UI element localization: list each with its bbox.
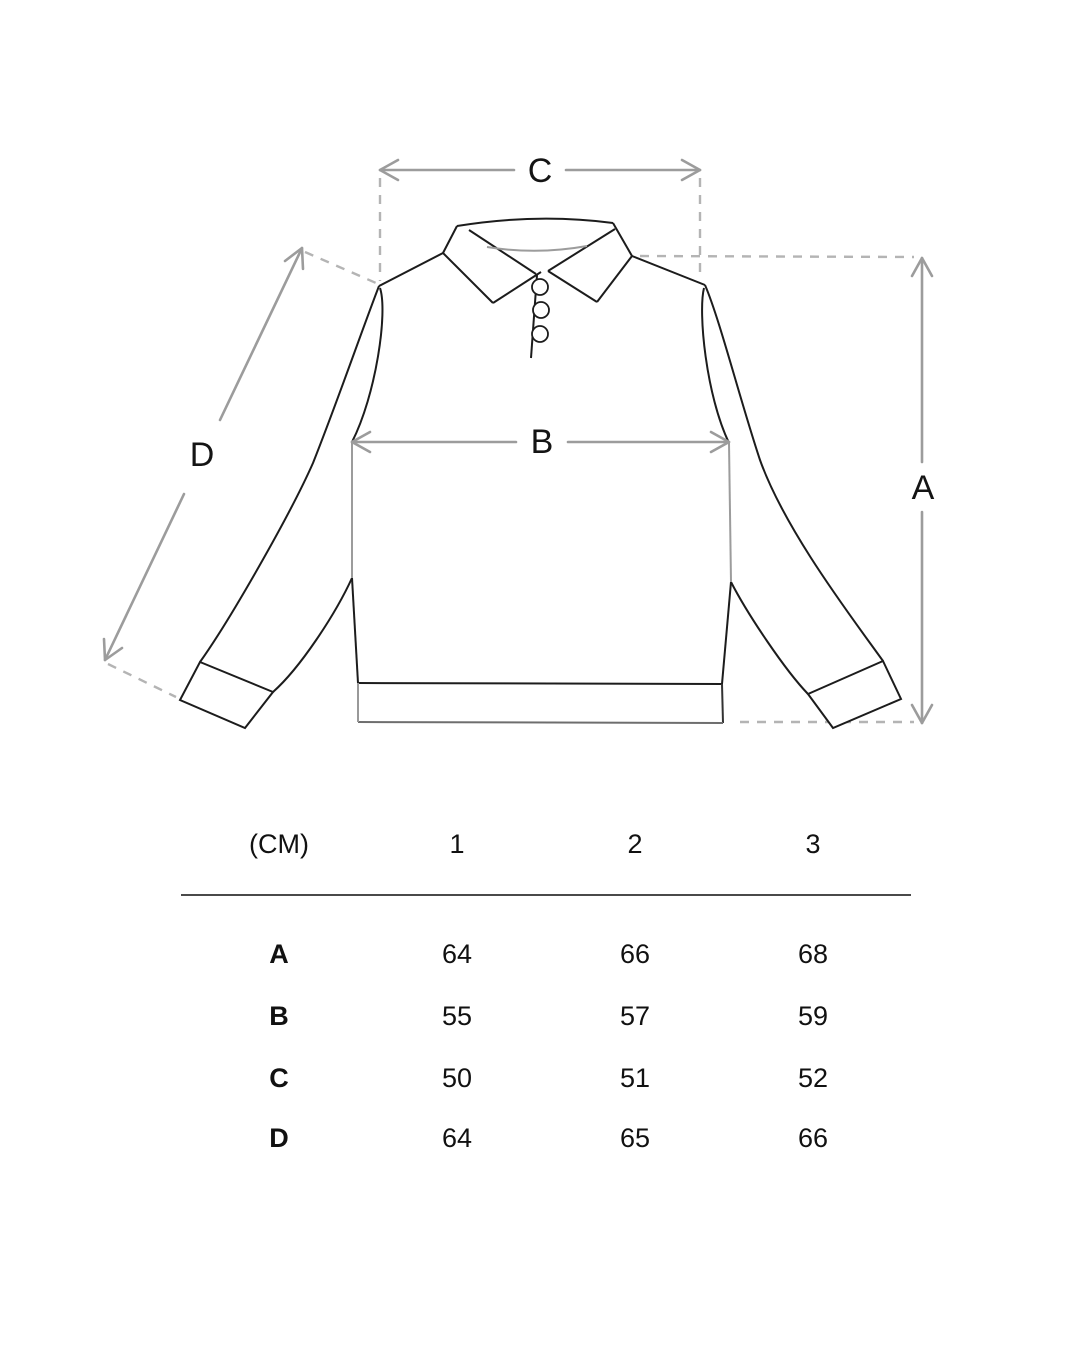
size-table-row-b (190, 1001, 902, 1031)
hem-top-edge (358, 683, 722, 684)
size-table-cell: 68 (797, 939, 829, 969)
guide-a-top (640, 256, 914, 257)
size-table-cell: 50 (441, 1063, 473, 1093)
size-table-cell: 52 (797, 1063, 829, 1093)
button-icon (532, 326, 548, 342)
dimension-label-a: A (911, 469, 935, 507)
dimension-label-d: D (189, 436, 215, 474)
placket-buttons (532, 279, 549, 342)
size-table-row-label: A (269, 939, 289, 969)
dimension-label-c: C (527, 152, 553, 190)
button-icon (532, 279, 548, 295)
size-table-row-label: D (269, 1123, 289, 1153)
guide-d-top (305, 252, 376, 283)
size-table-cell: 55 (441, 1001, 473, 1031)
guide-d-bottom (108, 664, 176, 697)
hem-right-edge (722, 684, 723, 723)
size-table-cell: 66 (619, 939, 651, 969)
size-table-cell: 64 (441, 1123, 473, 1153)
size-table-cell: 51 (619, 1063, 651, 1093)
table-divider (181, 894, 911, 896)
size-table-row-d (190, 1123, 902, 1153)
size-table-header-unit: (CM) (249, 829, 309, 859)
dimension-label-b: B (530, 423, 554, 461)
size-table-cell: 64 (441, 939, 473, 969)
size-table-cell: 59 (797, 1001, 829, 1031)
button-icon (533, 302, 549, 318)
size-table-row-label: C (269, 1063, 289, 1093)
hem-bottom-edge (358, 722, 723, 723)
size-table-cell: 57 (619, 1001, 651, 1031)
size-table-header-size-3: 3 (805, 829, 821, 859)
size-table-row-a (190, 939, 902, 969)
size-table-row-c (190, 1063, 902, 1093)
size-table-header-size-2: 2 (627, 829, 643, 859)
size-table-cell: 66 (797, 1123, 829, 1153)
size-table-cell: 65 (619, 1123, 651, 1153)
size-table-row-label: B (269, 1001, 289, 1031)
size-table-header-size-1: 1 (449, 829, 465, 859)
size-table-header-row (190, 829, 902, 859)
